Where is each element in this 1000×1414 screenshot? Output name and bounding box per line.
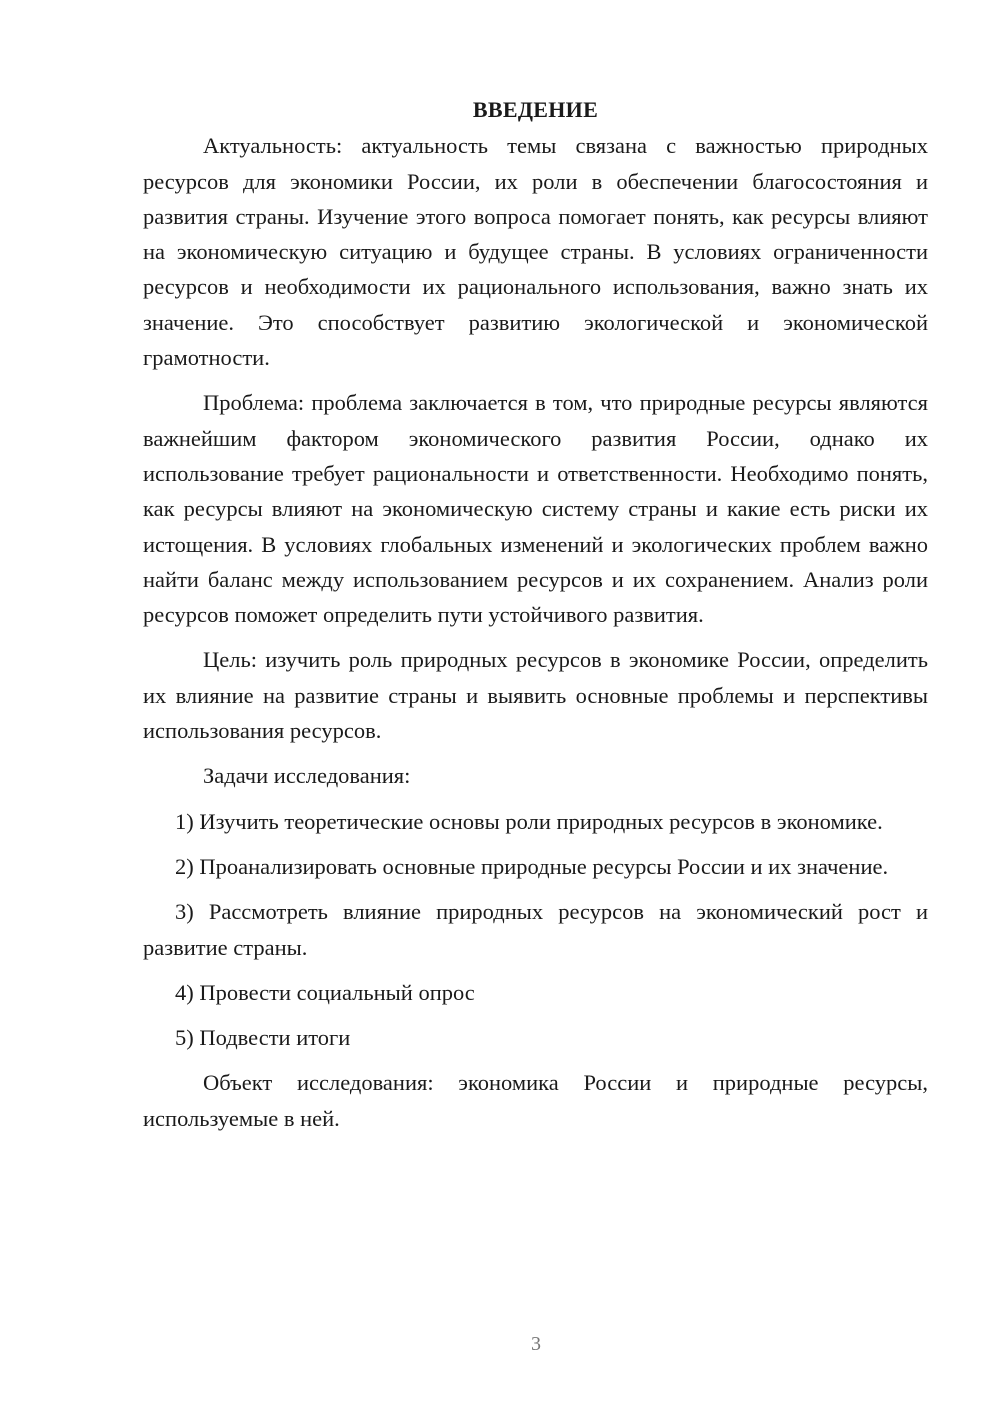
tasks-heading: Задачи исследования:	[203, 763, 411, 789]
task-item: 2) Проанализировать основные природные ресурсы России и их значение.	[175, 853, 889, 879]
page-title: ВВЕДЕНИЕ	[472, 97, 599, 122]
task-item: 1) Изучить теоретические основы роли природных ресурсов в экономике.	[175, 808, 883, 834]
relevance-paragraph: Актуальность: актуальность темы связана с важностью природных ресурсов для экономики России, их роли в обеспечении благосостояния и развития страны. Изучение этого вопроса помогает понять, как ресурсы влияют на экономическую ситуацию и будущее страны. В условиях ограниченности ресурсов и необходимости их рационального использования, важно знать их значение. Это способствует развитию экологической и экономической грамотности.	[143, 133, 928, 371]
task-item: 4) Провести социальный опрос	[175, 979, 475, 1005]
task-item: 5) Подвести итоги	[175, 1025, 351, 1051]
problem-paragraph: Проблема: проблема заключается в том, что природные ресурсы являются важнейшим фактором экономического развития России, однако их использование требует рациональности и ответственности. Необходимо понять, как ресурсы влияют на экономическую систему страны и какие есть риски их истощения. В условиях глобальных изменений и экологических проблем важно найти баланс между использованием ресурсов и их сохранением. Анализ роли ресурсов поможет определить пути устойчивого развития.	[143, 390, 928, 628]
object-paragraph: Объект исследования: экономика России и природные ресурсы, используемые в ней.	[143, 1070, 928, 1131]
page-number: 3	[531, 1333, 541, 1355]
task-item: 3) Рассмотреть влияние природных ресурсов на экономический рост и развитие страны.	[143, 899, 928, 960]
page-content	[143, 92, 928, 1146]
goal-paragraph: Цель: изучить роль природных ресурсов в экономике России, определить их влияние на развитие страны и выявить основные проблемы и перспективы использования ресурсов.	[143, 647, 928, 744]
